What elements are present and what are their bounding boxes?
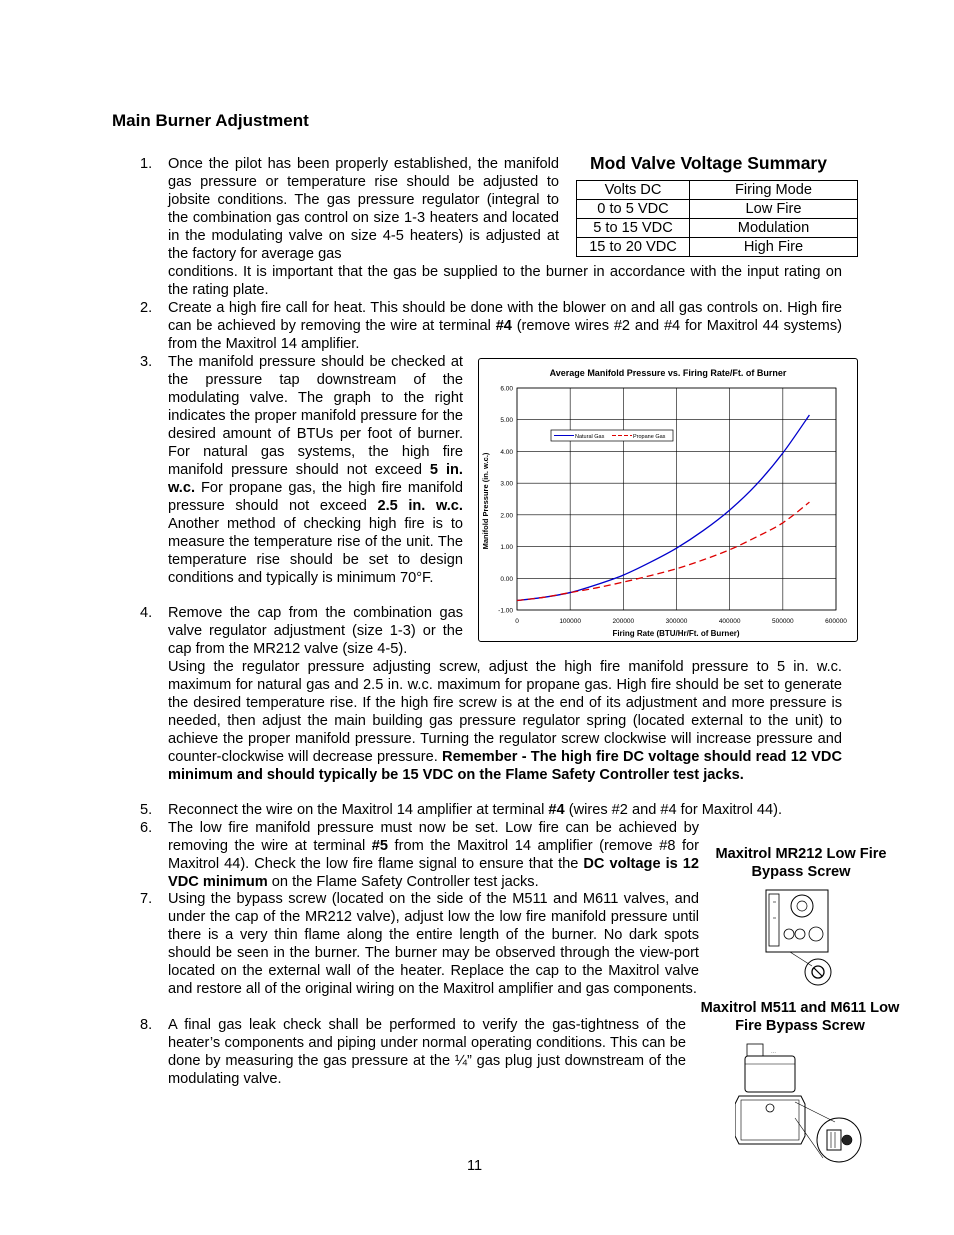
table-cell: Modulation bbox=[690, 219, 858, 238]
step-number: 3. bbox=[140, 354, 153, 370]
terminal-number: #5 bbox=[371, 838, 389, 854]
step-5-text bbox=[168, 801, 842, 819]
manifold-pressure-chart bbox=[478, 358, 858, 642]
pressure-limit: 2.5 in. w.c. bbox=[377, 498, 463, 514]
step-number: 5. bbox=[140, 802, 153, 818]
x-tick-labels bbox=[515, 618, 847, 625]
mr212-valve-illustration bbox=[760, 888, 832, 990]
x-tick-label: 600000 bbox=[825, 618, 847, 625]
y-tick-label: 4.00 bbox=[500, 448, 513, 456]
table-row bbox=[577, 238, 858, 257]
table-cell: Low Fire bbox=[690, 200, 858, 219]
step-3-text bbox=[168, 353, 463, 587]
y-tick-label: 1.00 bbox=[500, 544, 513, 552]
step-number: 7. bbox=[140, 891, 153, 907]
terminal-number: #4 bbox=[548, 802, 565, 818]
step-2-text bbox=[168, 299, 842, 353]
voltage-requirement: DC voltage is 12 VDC minimum bbox=[168, 856, 699, 890]
x-tick-label: 200000 bbox=[612, 618, 635, 625]
step-7-text: Using the bypass screw (located on the side of the M511 and M611 valves, and under the cap of the MR212 valve), adjust low the low fire manifold pressure until there is a very thin flame along the entire length of the burner. No dark spots should be seen in the burner. The burner may be observed through the view-port located on the external wall of the heater. Replace the cap to the Maxitrol valve and restore all of the original wiring on the Maxitrol amplifier and gas components. bbox=[168, 891, 699, 997]
step-number: 1. bbox=[140, 156, 153, 172]
table-cell: 5 to 15 VDC bbox=[577, 219, 690, 238]
y-tick-label: 2.00 bbox=[500, 512, 513, 520]
text-run: Create a high fire call for heat. This should be done with the blower on and all gas controls on. High fire can be achieved by removing the wire at terminal bbox=[168, 300, 842, 334]
text-run: The manifold pressure should be checked at the pressure tap downstream of the modulating valve. The graph to the right indicates the proper manifold pressure for the desired amount of BTUs per foot of burner. For natural gas systems, the high fire manifold pressure should not exceed bbox=[168, 354, 463, 478]
step-1-text-b: conditions. It is important that the gas be supplied to the burner in accordance with the input rating on the rating plate. bbox=[168, 264, 842, 298]
text-run: on the Flame Safety Controller test jacks. bbox=[267, 874, 539, 890]
text-run: Another method of checking high fire is to measure the temperature rise of the unit. The temperature rise should be set to design conditions and typically is minimum 70°F. bbox=[168, 516, 463, 586]
pressure-limit: 5 in. w.c. bbox=[168, 462, 463, 496]
page-number: 11 bbox=[467, 1158, 483, 1174]
x-tick-label: 300000 bbox=[665, 618, 688, 625]
text-run: Reconnect the wire on the Maxitrol 14 amplifier at terminal bbox=[168, 802, 549, 818]
chart-grid bbox=[517, 388, 836, 610]
text-run: (wires #2 and #4 for Maxitrol 44). bbox=[564, 802, 783, 818]
step-6-text bbox=[168, 819, 699, 891]
step-4-text-a: Remove the cap from the combination gas valve regulator adjustment (size 1-3) or the cap from the MR212 valve (size 4-5). bbox=[168, 605, 463, 657]
x-tick-label: 400000 bbox=[718, 618, 741, 625]
text-run: from the Maxitrol 14 amplifier (remove #8 for Maxitrol 44). Check the low fire flame signal to ensure that the bbox=[168, 838, 699, 872]
series-line-propane-gas bbox=[517, 502, 809, 600]
table-header-row bbox=[577, 181, 858, 200]
table-cell: 15 to 20 VDC bbox=[577, 238, 690, 257]
legend-label-natural-gas: Natural Gas bbox=[575, 434, 605, 440]
step-1-text-a: Once the pilot has been properly established, the manifold gas pressure or temperature rise should be adjusted to jobsite conditions. The gas pressure regulator (integral to the combination gas control on size 1-3 heaters and located in the modulating valve on size 4-5 heaters) is adjusted at the factory for average gas bbox=[168, 156, 559, 262]
voltage-reminder: Remember - The high fire DC voltage should read 12 VDC minimum and should typically be 15 VDC on the Flame Safety Controller test jacks. bbox=[168, 749, 842, 783]
table-row bbox=[577, 219, 858, 238]
chart-title: Average Manifold Pressure vs. Firing Rate/Ft. of Burner bbox=[549, 368, 787, 378]
section-heading: Main Burner Adjustment bbox=[112, 111, 309, 130]
step-4-text-b bbox=[168, 658, 842, 784]
chart-legend bbox=[551, 430, 673, 441]
m511-valve-illustration bbox=[735, 1040, 865, 1168]
chart-series bbox=[517, 415, 809, 601]
text-run: For propane gas, the high fire manifold pressure should not exceed bbox=[168, 480, 463, 514]
voltage-summary-table bbox=[576, 180, 858, 257]
text-run: Using the regulator pressure adjusting screw, adjust the high fire manifold pressure to 5 in. w.c. maximum for natural gas and 2.5 in. w.c. maximum for propane gas. High fire should be set to generate the desired temperature rise. If the high fire screw is at the end of its adjustment and more pressure is needed, then adjust the main building gas pressure regulator spring (located external to the unit) to achieve the proper manifold pressure. Turning the regulator screw clockwise will increase pressure and counter-clockwise will decrease pressure. bbox=[168, 659, 842, 765]
table-cell: 0 to 5 VDC bbox=[577, 200, 690, 219]
step-number: 8. bbox=[140, 1017, 153, 1033]
voltage-summary-title: Mod Valve Voltage Summary bbox=[590, 153, 827, 173]
chart-svg bbox=[479, 359, 857, 641]
y-tick-label: 0.00 bbox=[500, 575, 513, 583]
x-tick-label: 0 bbox=[515, 618, 519, 625]
table-cell: High Fire bbox=[690, 238, 858, 257]
mr212-caption: Maxitrol MR212 Low Fire Bypass Screw bbox=[715, 846, 887, 880]
text-run: (remove wires #2 and #4 for Maxitrol 44 systems) from the Maxitrol 14 amplifier. bbox=[168, 318, 842, 352]
y-tick-label: 6.00 bbox=[500, 385, 513, 393]
step-number: 2. bbox=[140, 300, 153, 316]
step-8-text: A final gas leak check shall be performed to verify the gas-tightness of the heater’s components and piping under normal operating conditions. This can be done by measuring the gas pressure at the ¼” gas plug just downstream of the modulating valve. bbox=[168, 1017, 686, 1087]
x-tick-label: 100000 bbox=[559, 618, 582, 625]
text-run: The low fire manifold pressure must now be set. Low fire can be achieved by removing the wire at terminal bbox=[168, 820, 699, 854]
m511-caption: Maxitrol M511 and M611 Low Fire Bypass Screw bbox=[700, 1000, 900, 1034]
y-tick-labels bbox=[498, 386, 513, 615]
legend-label-propane-gas: Propane Gas bbox=[633, 434, 666, 440]
y-tick-label: -1.00 bbox=[498, 607, 513, 615]
y-tick-label: 3.00 bbox=[500, 480, 513, 488]
terminal-number: #4 bbox=[495, 318, 512, 334]
svg-text:⋯: ⋯ bbox=[771, 1050, 776, 1056]
x-tick-label: 500000 bbox=[771, 618, 794, 625]
table-header-cell: Firing Mode bbox=[690, 181, 858, 200]
y-axis-label: Manifold Pressure (in. w.c.) bbox=[481, 452, 490, 550]
table-row bbox=[577, 200, 858, 219]
table-header-cell: Volts DC bbox=[577, 181, 690, 200]
step-number: 4. bbox=[140, 605, 153, 621]
step-number: 6. bbox=[140, 820, 153, 836]
x-axis-label: Firing Rate (BTU/Hr/Ft. of Burner) bbox=[612, 629, 740, 638]
y-tick-label: 5.00 bbox=[500, 417, 513, 425]
